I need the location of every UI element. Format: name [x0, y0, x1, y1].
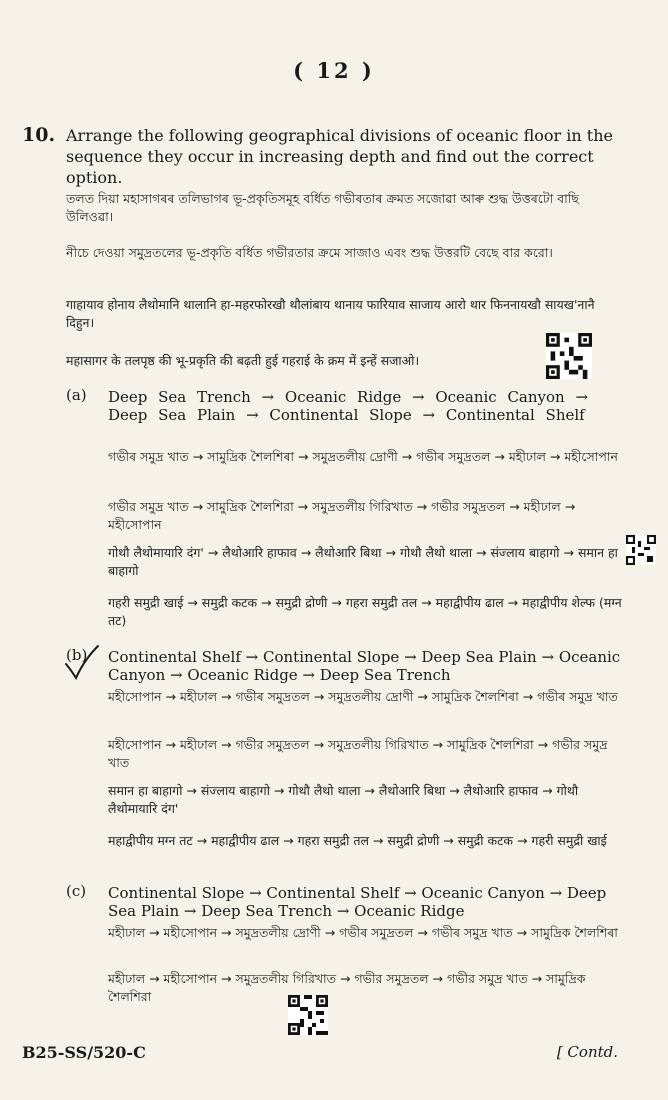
page-number: ( 12 ) [293, 58, 375, 83]
option-a-hindi: गहरी समुद्री खाई → समुद्री कटक → समुद्री द्रोणी → गहरा समुद्री तल → महाद्वीपीय ढाल → महाद्वीपीय शेल्फ (मग्न तट) [108, 595, 622, 628]
question-assamese: তলত দিয়া মহাসাগৰৰ তলিভাগৰ ভূ-প্ৰকৃতিসমূহ বৰ্ধিত গভীৰতাৰ ক্ৰমত সজোৱা আৰু শুদ্ধ উত্তৰটো বাছি উলিওৱা। [66, 191, 579, 224]
footer-continued: [ Contd. [556, 1043, 618, 1061]
option-c-bengali: মহীঢাল → মহীসোপান → সমুদ্রতলীয় গিরিখাত → গভীর সমুদ্রতল → গভীর সমুদ্র খাত → সামুদ্রিক শৈলশিরা [108, 971, 586, 1004]
qr-code-icon [288, 995, 328, 1035]
option-c-assamese: মহীঢাল → মহীসোপান → সমুদ্ৰতলীয় দ্ৰোণী → গভীৰ সমুদ্ৰতল → গভীৰ সমুদ্ৰ খাত → সামুদ্ৰিক শৈলশিৰা [108, 925, 618, 940]
question-bodo: गाहायाव होनाय लैथोमानि थालानि हा-महरफोरखौ थौलांबाय थानाय फारियाव साजाय आरो थार फिननायखौ सायख'नानै दिहुन। [66, 297, 595, 330]
option-a-label: (a) [66, 386, 87, 404]
option-b-english: Continental Shelf → Continental Slope → Deep Sea Plain → Oceanic Canyon → Oceanic Ridge → Deep Sea Trench [108, 648, 621, 684]
option-b-hindi: महाद्वीपीय मग्न तट → महाद्वीपीय ढाल → गहरा समुद्री तल → समुद्री द्रोणी → समुद्री कटक → गहरी समुद्री खाई [108, 833, 607, 848]
question-number: 10. [22, 124, 56, 146]
option-a-english: Deep Sea Trench → Oceanic Ridge → Oceanic Canyon → Deep Sea Plain → Continental Slope → Continental Shelf [108, 388, 589, 424]
option-b-bengali: মহীসোপান → মহীঢাল → গভীর সমুদ্রতল → সমুদ্রতলীয় গিরিখাত → সামুদ্রিক শৈলশিরা → গভীর সমুদ্র খাত [108, 737, 608, 770]
qr-code-icon [626, 535, 656, 565]
qr-code-icon [546, 333, 592, 379]
option-b-bodo: समान हा बाहागो → संज्लाय बाहागो → गोथौ लैथो थाला → लैथोआरि बिथा → लैथोआरि हाफाव → गोथौ लैथोमायारि दंग' [108, 783, 579, 816]
option-c-label: (c) [66, 882, 87, 900]
option-a-bodo: गोथौ लैथोमायारि दंग' → लैथोआरि हाफाव → लैथोआरि बिथा → गोथौ लैथो थाला → संज्लाय बाहागो → समान हा बाहागो [108, 545, 618, 578]
question-bengali: নীচে দেওয়া সমুদ্রতলের ভূ-প্রকৃতি বর্ধিত গভীরতার ক্রমে সাজাও এবং শুদ্ধ উত্তরটি বেছে বার করো। [66, 245, 553, 260]
option-b-label: (b) [66, 646, 88, 664]
option-c-english: Continental Slope → Continental Shelf → Oceanic Canyon → Deep Sea Plain → Deep Sea Trench → Oceanic Ridge [108, 884, 607, 920]
question-hindi: महासागर के तलपृष्ठ की भू-प्रकृति की बढ़ती हुई गहराई के क्रम में इन्हें सजाओ। [66, 353, 420, 368]
option-a-bengali: গভীর সমুদ্র খাত → সামুদ্রিক শৈলশিরা → সমুদ্রতলীয় গিরিখাত → গভীর সমুদ্রতল → মহীঢাল → মহীসোপান [108, 499, 576, 532]
footer-paper-code: B25-SS/520-C [22, 1043, 146, 1062]
option-b-assamese: মহীসোপান → মহীঢাল → গভীৰ সমুদ্ৰতল → সমুদ্ৰতলীয় দ্ৰোণী → সামুদ্ৰিক শৈলশিৰা → গভীৰ সমুদ্ৰ খাত [108, 689, 618, 704]
question-english: Arrange the following geographical divisions of oceanic floor in the sequence they occur in increasing depth and find out the correct option. [66, 126, 613, 187]
option-a-assamese: গভীৰ সমুদ্ৰ খাত → সামুদ্ৰিক শৈলশিৰা → সমুদ্ৰতলীয় দ্ৰোণী → গভীৰ সমুদ্ৰতল → মহীঢাল → মহীসোপান [108, 449, 618, 464]
